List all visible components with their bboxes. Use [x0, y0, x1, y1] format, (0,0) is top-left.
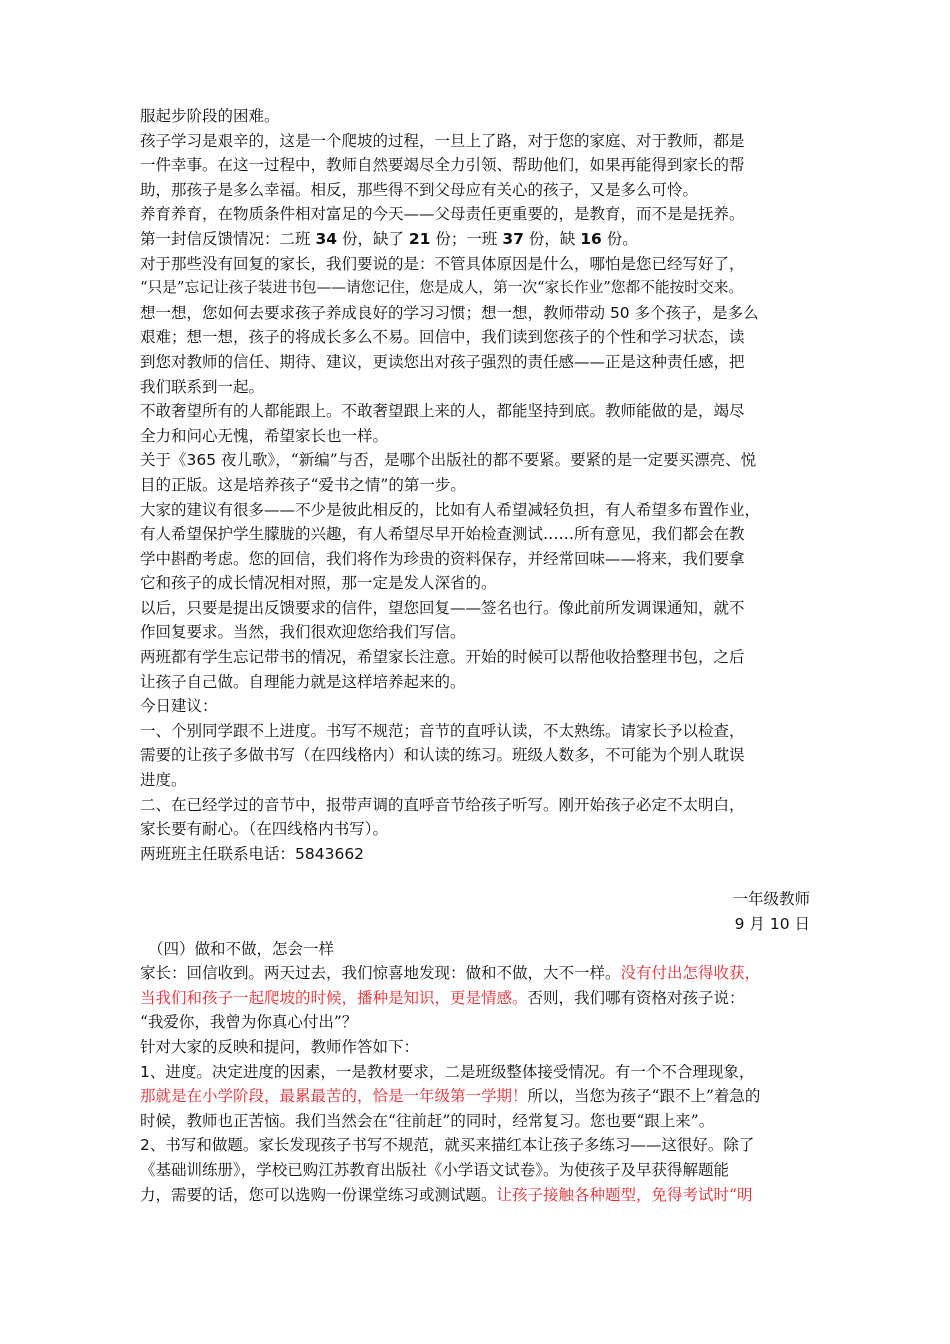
document-page	[140, 104, 820, 1207]
paragraph-line: 以后，只要是提出反馈要求的信件，望您回复——签名也行。像此前所发调课通知，就不	[140, 598, 745, 617]
contact-phone-line: 两班班主任联系电话：5843662	[140, 844, 365, 863]
paragraph-line: 服起步阶段的困难。	[140, 107, 280, 125]
paragraph-line: 2、书写和做题。家长发现孩子书写不规范，就买来描红本让孩子多练习——这很好。除了	[140, 1136, 755, 1155]
paragraph-line: 想一想，您如何去要求孩子养成良好的学习习惯；想一想，教师带动 50 多个孩子，是多么	[140, 303, 759, 322]
paragraph-line: 家长：回信收到。两天过去，我们惊喜地发现：做和不做，大不一样。没有付出怎得收获，	[140, 964, 761, 983]
paragraph-line: 对于那些没有回复的家长，我们要说的是：不管具体原因是什么，哪怕是您已经写好了，	[140, 254, 745, 273]
signature-author: 一年级教师	[732, 890, 810, 909]
paragraph-line: 两班都有学生忘记带书的情况，希望家长注意。开始的时候可以帮他收拾整理书包，之后	[140, 648, 745, 667]
paragraph-line: 力，需要的话，您可以选购一份课堂练习或测试题。让孩子接触各种题型，免得考试时“明	[140, 1185, 753, 1204]
paragraph-line: 时候，教师也正苦恼。我们当然会在“往前赶”的同时，经常复习。您也要“跟上来”。	[140, 1111, 715, 1130]
paragraph-line: 1、进度。决定进度的因素，一是教材要求，二是班级整体接受情况。有一个不合理现象，	[140, 1062, 755, 1081]
paragraph-line: 关于《365 夜儿歌》，“新编”与否，是哪个出版社的都不要紧。要紧的是一定要买漂亮、悦	[140, 451, 757, 470]
paragraph-line: 我们联系到一起。	[140, 377, 265, 396]
paragraph-line: 不敢奢望所有的人都能跟上。不敢奢望跟上来的人，都能坚持到底。教师能做的是，竭尽	[140, 402, 745, 421]
paragraph-line: 有人希望保护学生朦胧的兴趣，有人希望尽早开始检查测试……所有意见，我们都会在教	[140, 525, 745, 544]
paragraph-line: “只是”忘记让孩子装进书包——请您记住，您是成人，第一次“家长作业”您都不能按时交来。	[140, 279, 744, 297]
paragraph-line: 作回复要求。当然，我们很欢迎您给我们写信。	[140, 623, 466, 642]
paragraph-line: 进度。	[140, 771, 187, 790]
feedback-stats-line: 第一封信反馈情况：二班 34 份，缺了 21 份；一班 37 份，缺 16 份。	[140, 229, 638, 248]
paragraph-line: 艰难；想一想，孩子的将成长多么不易。回信中，我们读到您孩子的个性和学习状态，读	[140, 328, 745, 347]
paragraph-line: 一件幸事。在这一过程中，教师自然要竭尽全力引领、帮助他们，如果再能得到家长的帮	[140, 156, 745, 175]
paragraph-line: 当我们和孩子一起爬坡的时候，播种是知识，更是情感。否则，我们哪有资格对孩子说：	[140, 988, 745, 1007]
spacer	[140, 866, 820, 887]
paragraph-line: 学中斟酌考虑。您的回信，我们将作为珍贵的资料保存，并经常回味——将来，我们要拿	[140, 549, 745, 568]
paragraph-line: 那就是在小学阶段，最累最苦的，恰是一年级第一学期！所以，当您为孩子“跟不上”着急的	[140, 1087, 761, 1106]
paragraph-line: “我爱你，我曾为你真心付出”？	[140, 1013, 358, 1032]
paragraph-line: 助，那孩子是多么幸福。相反，那些得不到父母应有关心的孩子，又是多么可怜。	[140, 180, 699, 199]
paragraph-line: 目的正版。这是培养孩子“爱书之情”的第一步。	[140, 475, 466, 494]
section-title: （四）做和不做，怎会一样	[148, 939, 335, 958]
suggestions-heading: 今日建议：	[140, 697, 218, 716]
paragraph-line: 孩子学习是艰辛的，这是一个爬坡的过程，一旦上了路，对于您的家庭、对于教师，都是	[140, 131, 745, 150]
paragraph-line: 《基础训练册》，学校已购江苏教育出版社《小学语文试卷》。为使孩子及早获得解题能	[140, 1160, 730, 1179]
paragraph-line: 全力和问心无愧，希望家长也一样。	[140, 426, 389, 445]
paragraph-line: 大家的建议有很多——不少是彼此相反的，比如有人希望减轻负担，有人希望多布置作业，	[140, 500, 761, 519]
paragraph-line: 一、个别同学跟不上进度。书写不规范；音节的直呼认读，不太熟练。请家长予以检查，	[140, 721, 745, 740]
paragraph-line: 它和孩子的成长情况相对照，那一定是发人深省的。	[140, 574, 497, 593]
paragraph-line: 到您对教师的信任、期待、建议，更读您出对孩子强烈的责任感——正是这种责任感，把	[140, 352, 745, 371]
signature-date: 9 月 10 日	[734, 915, 810, 933]
paragraph-line: 让孩子自己做。自理能力就是这样培养起来的。	[140, 672, 466, 691]
paragraph-line: 养育养育，在物质条件相对富足的今天——父母责任更重要的，是教育，而不是是抚养。	[140, 205, 745, 224]
paragraph-line: 家长要有耐心。（在四线格内书写）。	[140, 820, 389, 839]
paragraph-line: 二、在已经学过的音节中，报带声调的直呼音节给孩子听写。刚开始孩子必定不太明白，	[140, 795, 745, 814]
paragraph-line: 针对大家的反映和提问，教师作答如下：	[140, 1037, 420, 1056]
paragraph-line: 需要的让孩子多做书写（在四线格内）和认读的练习。班级人数多，不可能为个别人耽误	[140, 746, 745, 765]
